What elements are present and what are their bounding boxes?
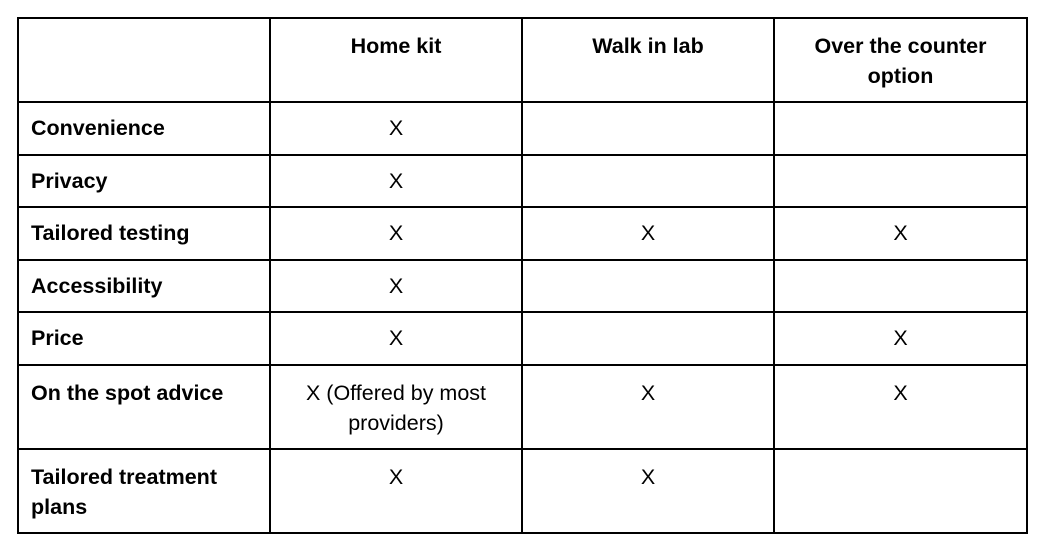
header-cell-home-kit: Home kit: [270, 18, 522, 102]
table-row: [18, 102, 1027, 155]
header-cell-over-the-counter: Over the counter option: [774, 18, 1027, 102]
table-cell: X: [270, 260, 522, 313]
table-cell: [774, 155, 1027, 208]
table-cell: X: [522, 207, 774, 260]
table-cell: [522, 102, 774, 155]
table-cell: X: [270, 102, 522, 155]
row-label: Tailored treatment plans: [18, 449, 270, 533]
table-row: [18, 155, 1027, 208]
table-cell: X: [270, 207, 522, 260]
table-row: [18, 207, 1027, 260]
table-cell: [522, 312, 774, 365]
header-cell-walk-in-lab: Walk in lab: [522, 18, 774, 102]
row-label: Convenience: [18, 102, 270, 155]
table-row: [18, 312, 1027, 365]
comparison-table: [17, 17, 1028, 534]
table-cell: X: [522, 365, 774, 449]
table-cell: X (Offered by most providers): [270, 365, 522, 449]
table-cell: [774, 449, 1027, 533]
table-cell: X: [270, 155, 522, 208]
table-cell: X: [774, 312, 1027, 365]
table-cell: [774, 102, 1027, 155]
header-cell-empty: [18, 18, 270, 102]
table-cell: [774, 260, 1027, 313]
row-label: Tailored testing: [18, 207, 270, 260]
table-cell: [522, 155, 774, 208]
header-row: [18, 18, 1027, 102]
table-row: [18, 365, 1027, 449]
row-label: Privacy: [18, 155, 270, 208]
row-label: On the spot advice: [18, 365, 270, 449]
table-cell: X: [774, 365, 1027, 449]
table-cell: X: [522, 449, 774, 533]
table-cell: X: [270, 449, 522, 533]
table-cell: [522, 260, 774, 313]
table-cell: X: [270, 312, 522, 365]
table-cell: X: [774, 207, 1027, 260]
row-label: Price: [18, 312, 270, 365]
row-label: Accessibility: [18, 260, 270, 313]
table-row: [18, 449, 1027, 533]
table-row: [18, 260, 1027, 313]
